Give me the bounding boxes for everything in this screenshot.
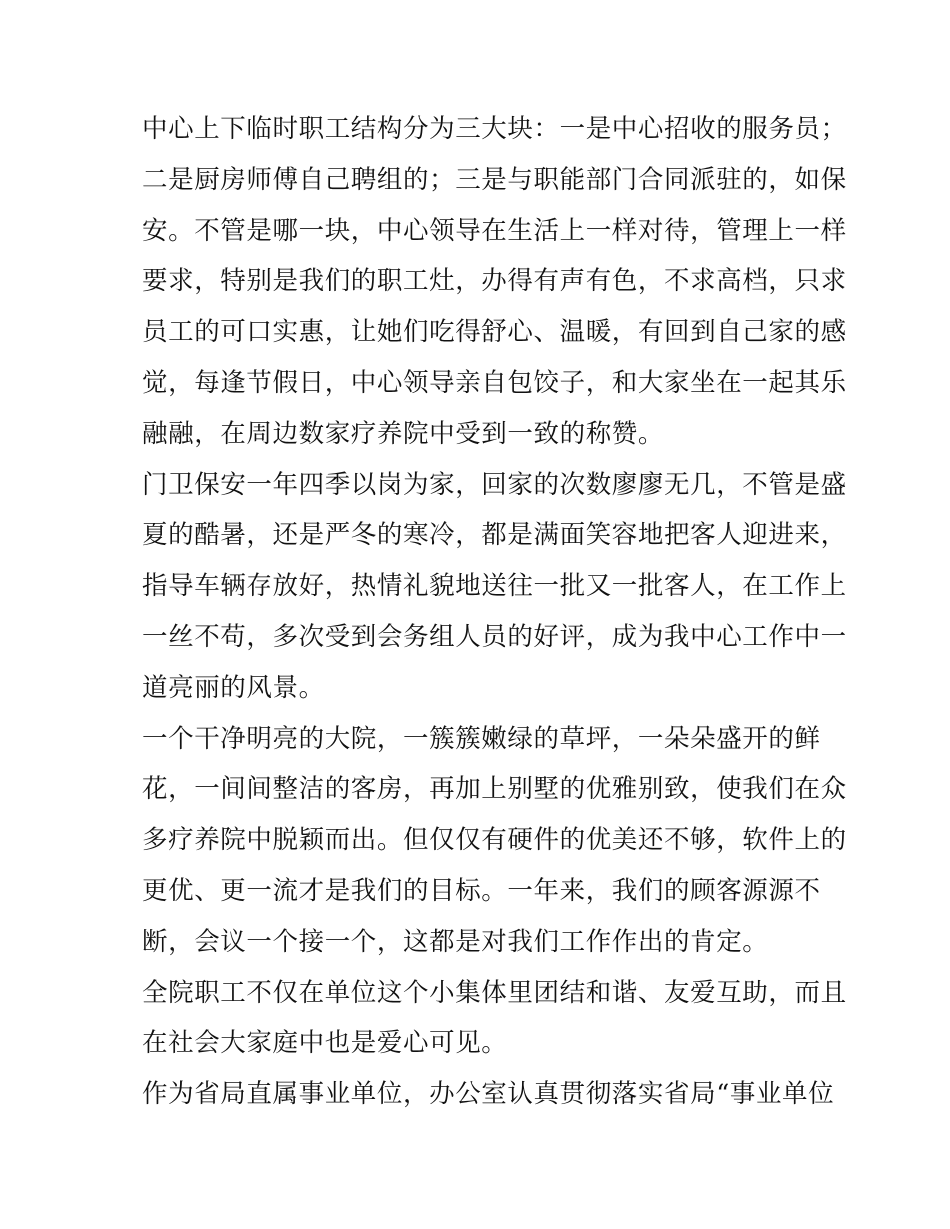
text-line: 二是厨房师傅自己聘组的；三是与职能部门合同派驻的，如保	[142, 164, 847, 195]
text-line: 安。不管是哪一块，中心领导在生活上一样对待，管理上一样	[142, 215, 847, 246]
text-line: 断，会议一个接一个，这都是对我们工作作出的肯定。	[142, 926, 769, 957]
text-line: 觉，每逢节假日，中心领导亲自包饺子，和大家坐在一起其乐	[142, 367, 847, 398]
text-line: 一丝不苟，多次受到会务组人员的好评，成为我中心工作中一	[142, 621, 847, 652]
text-line: 作为省局直属事业单位，办公室认真贯彻落实省局“事业单位	[142, 1079, 835, 1110]
text-line: 一个干净明亮的大院，一簇簇嫩绿的草坪，一朵朵盛开的鲜	[142, 723, 821, 754]
text-line: 多疗养院中脱颖而出。但仅仅有硬件的优美还不够，软件上的	[142, 825, 847, 856]
text-line: 夏的酷暑，还是严冬的寒冷，都是满面笑容地把客人迎进来，	[142, 520, 847, 551]
text-line: 员工的可口实惠，让她们吃得舒心、温暖，有回到自己家的感	[142, 317, 847, 348]
text-line: 门卫保安一年四季以岗为家，回家的次数廖廖无几，不管是盛	[142, 469, 847, 500]
paragraph	[142, 1069, 842, 1120]
text-line: 全院职工不仅在单位这个小集体里团结和谐、友爱互助，而且	[142, 977, 847, 1008]
text-line: 更优、更一流才是我们的目标。一年来，我们的顾客源源不	[142, 875, 821, 906]
text-line: 道亮丽的风景。	[142, 672, 325, 703]
text-line: 在社会大家庭中也是爱心可见。	[142, 1028, 508, 1059]
paragraph	[142, 714, 847, 968]
text-line: 融融，在周边数家疗养院中受到一致的称赞。	[142, 418, 665, 449]
paragraph	[142, 968, 847, 1070]
text-line: 指导车辆存放好，热情礼貌地送往一批又一批客人，在工作上	[142, 571, 847, 602]
document-body	[142, 104, 847, 1120]
text-line: 中心上下临时职工结构分为三大块：一是中心招收的服务员；	[142, 114, 847, 144]
paragraph	[142, 104, 847, 460]
text-line: 要求，特别是我们的职工灶，办得有声有色，不求高档，只求	[142, 266, 847, 297]
paragraph	[142, 460, 847, 714]
text-line: 花，一间间整洁的客房，再加上别墅的优雅别致，使我们在众	[142, 774, 847, 805]
